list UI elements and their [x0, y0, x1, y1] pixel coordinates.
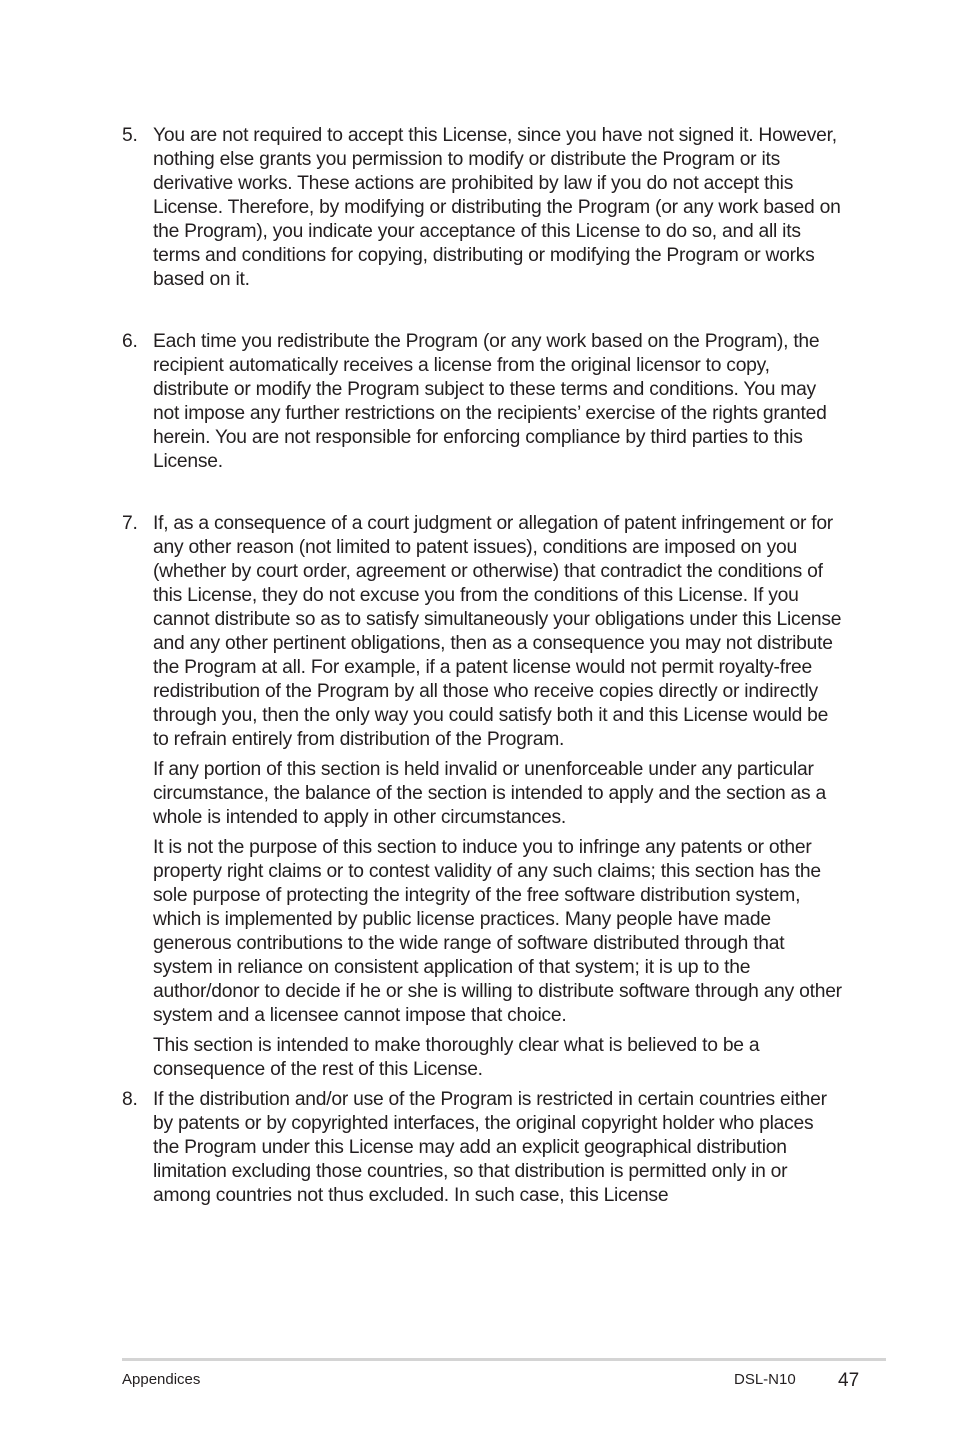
item-number: 5.	[122, 125, 138, 146]
item-number: 6.	[122, 331, 138, 352]
paragraph: You are not required to accept this License, since you have not signed it. However, nothing else grants you permission to modify or distribute the Program or its derivative works. These actions are prohibited by law if you do not accept this License. Therefore, by modifying or distributing the Program (or any work based on the Program), you indicate your acceptance of this License to do so, and all its terms and conditions for copying, distributing or modifying the Program or works based on it.	[153, 125, 841, 290]
paragraph: It is not the purpose of this section to induce you to infringe any patents or other property right claims or to contest validity of any such claims; this section has the sole purpose of protecting the integrity of the free software distribution system, which is implemented by public license practices. Many people have made generous contributions to the wide range of software distributed through that system in reliance on consistent application of that system; it is up to the author/donor to decide if he or she is willing to distribute software through any other system and a licensee cannot impose that choice.	[153, 837, 842, 1026]
paragraph: This section is intended to make thoroughly clear what is believed to be a consequence of the rest of this License.	[153, 1035, 760, 1080]
list-item-7	[122, 512, 842, 1082]
paragraph: If, as a consequence of a court judgment or allegation of patent infringement or for any other reason (not limited to patent issues), conditions are imposed on you (whether by court order, agreement or otherwise) that contradict the conditions of this License, they do not excuse you from the conditions of this License. If you cannot distribute so as to satisfy simultaneously your obligations under this License and any other pertinent obligations, then as a consequence you may not distribute the Program at all. For example, if a patent license would not permit royalty-free redistribution of the Program by all those who receive copies directly or indirectly through you, then the only way you could satisfy both it and this License would be to refrain entirely from distribution of the Program.	[153, 513, 842, 750]
footer-divider	[122, 1358, 886, 1361]
paragraph: Each time you redistribute the Program (or any work based on the Program), the recipient automatically receives a license from the original licensor to copy, distribute or modify the Program subject to these terms and conditions. You may not impose any further restrictions on the recipients’ exercise of the rights granted herein. You are not responsible for enforcing compliance by third parties to this License.	[153, 331, 827, 472]
footer-section: Appendices	[122, 1371, 201, 1388]
item-body	[153, 330, 842, 474]
footer-model: DSL-N10	[734, 1371, 796, 1388]
item-body	[153, 1088, 842, 1208]
item-number: 8.	[122, 1089, 138, 1110]
paragraph: If any portion of this section is held invalid or unenforceable under any particular circumstance, the balance of the section is intended to apply and the section as a whole is intended to apply in other circumstances.	[153, 759, 826, 828]
item-body	[153, 512, 842, 1082]
license-text	[122, 124, 842, 1208]
page-number: 47	[838, 1370, 860, 1391]
list-item-8	[122, 1088, 842, 1208]
paragraph: If the distribution and/or use of the Program is restricted in certain countries either by patents or by copyrighted interfaces, the original copyright holder who places the Program under this License may add an explicit geographical distribution limitation excluding those countries, so that distribution is permitted only in or among countries not thus excluded. In such case, this License	[153, 1089, 827, 1206]
list-item-6	[122, 330, 842, 474]
item-number: 7.	[122, 513, 138, 534]
item-body	[153, 124, 842, 292]
list-item-5	[122, 124, 842, 292]
